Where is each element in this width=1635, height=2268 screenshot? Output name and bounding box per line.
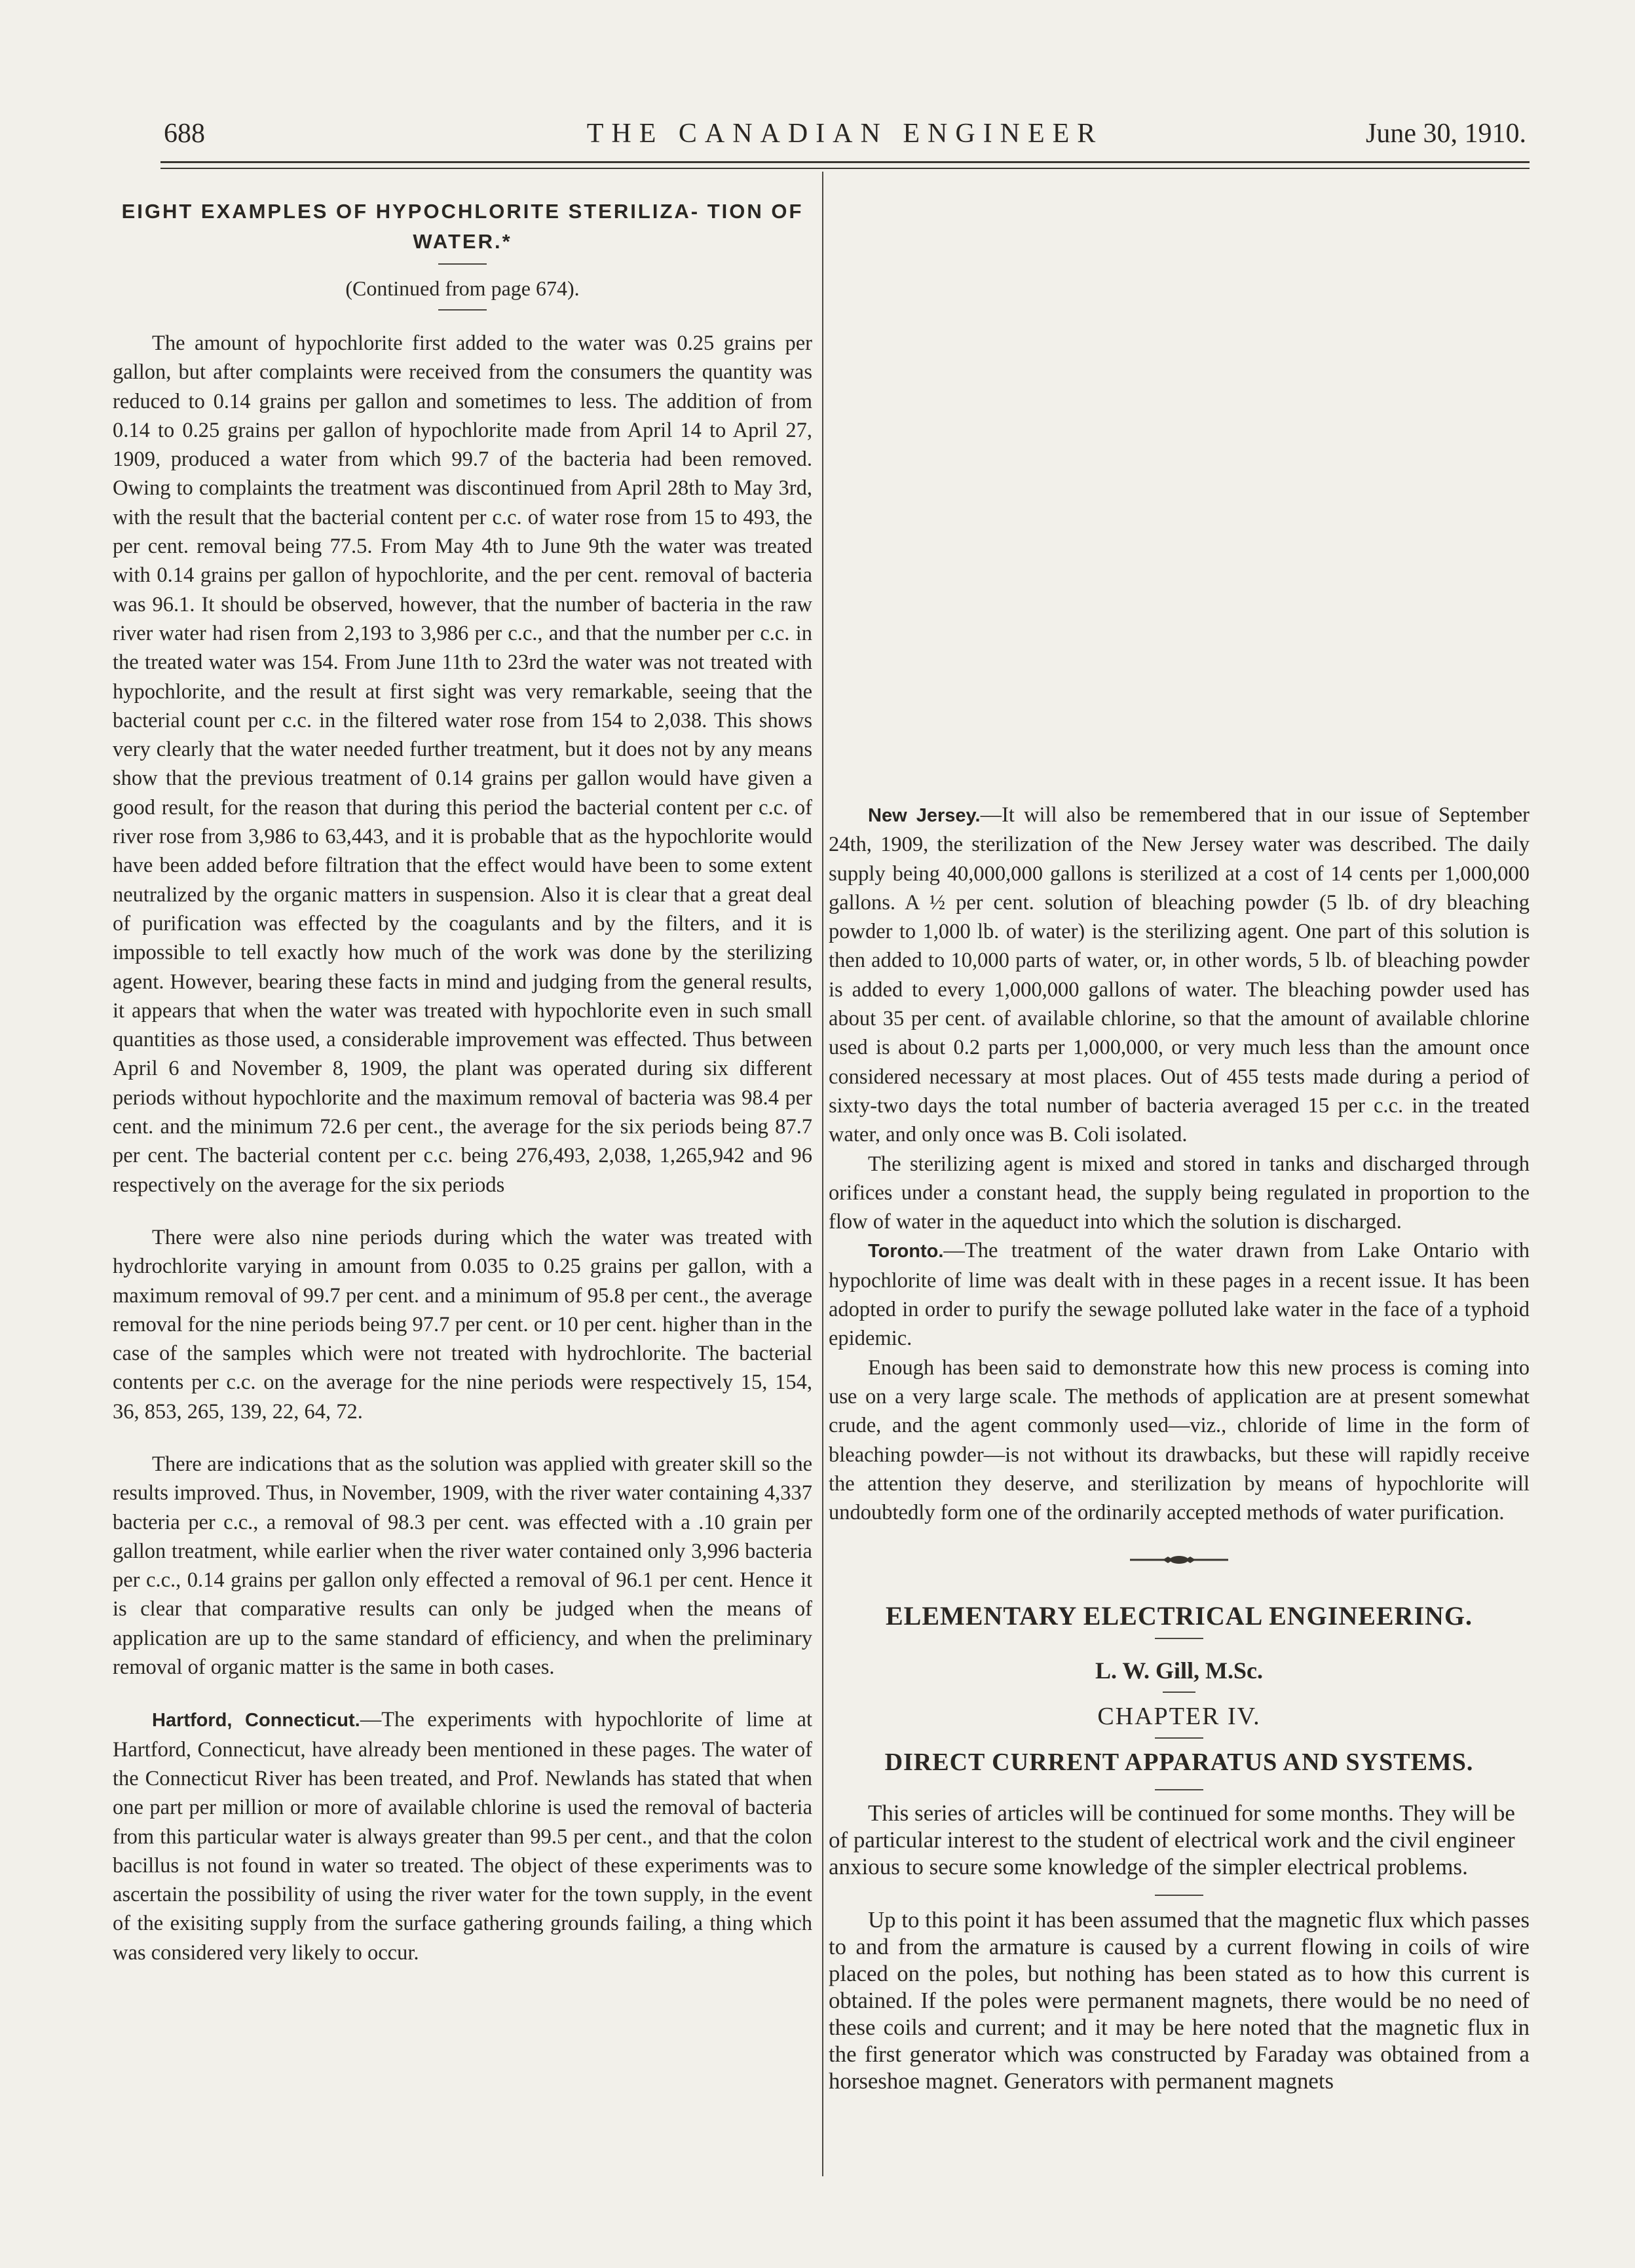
header-rule xyxy=(160,161,1530,163)
article-title: EIGHT EXAMPLES OF HYPOCHLORITE STERILIZA- TION OF WATER.* xyxy=(121,200,804,253)
right-column xyxy=(829,195,1530,2094)
paragraph-2: There were also nine periods during which the water was treated with hydrochlorite varying in amount from 0.035 to 0.25 grains per gallon, with a maximum removal of 99.7 per cent. and a minimum of 95.8 per cent., the average removal for the nine periods being 97.7 per cent. or 10 per cent. higher than in the case of the samples which were not treated with hydrochlorite. The bacterial contents per c.c. on the average for the nine periods were respectively 15, 154, 36, 853, 265, 139, 22, 64, 72. xyxy=(113,1225,812,1424)
title-rule-2 xyxy=(1155,1638,1203,1639)
running-header xyxy=(164,118,1526,157)
article-title-2: ELEMENTARY ELECTRICAL ENGINEERING. xyxy=(885,1601,1473,1631)
author-rule xyxy=(1163,1692,1195,1693)
paragraph-3: There are indications that as the solution was applied with greater skill so the results improved. Thus, in November, 1909, with the river water containing 4,337 bacteria per c.c., a removal of 98.3 per cent. was effected with a .10 grain per gallon treatment, while earlier when the river water contained only 3,996 bacteria per c.c., 0.14 grains per gallon only effected a removal of 96.1 per cent. Hence it is clear that comparative results can only be judged when the means of application are up to the same standard of efficiency, and when the preliminary removal of organic matter is the same in both cases. xyxy=(113,1452,812,1680)
new-jersey-text: —It will also be remembered that in our issue of September 24th, 1909, the sterilization of the New Jersey water was described. The daily supply being 40,000,000 gallons is sterilized at a cost of 14 cents per 1,000,000 gallons. A ½ per cent. solution of bleaching powder (5 lb. of dry bleaching powder to 1,000 lb. of water) is the sterilizing agent. One part of this solution is then added to 10,000 parts of water, or, in other words, 5 lb. of bleaching powder is added to every 1,000,000 gallons of water. The bleaching powder used has about 35 per cent. of available chlorine, so that the amount of available chlorine used is about 0.2 parts per 1,000,000, or very much less than the amount once considered necessary at most places. Out of 455 tests made during a period of sixty-two days the total number of bacteria averaged 15 per c.c. in the treated water, and only once was B. Coli isolated. xyxy=(829,803,1530,1147)
runin-hartford: Hartford, Connecticut. xyxy=(152,1710,360,1731)
paragraph-toronto xyxy=(829,1236,1530,1353)
journal-title: THE CANADIAN ENGINEER xyxy=(586,119,1104,149)
paragraph-new-jersey xyxy=(829,801,1530,1150)
section-ornament xyxy=(829,1545,1530,1559)
author: L. W. Gill, M.Sc. xyxy=(1095,1657,1264,1684)
chapter-body: Up to this point it has been assumed that the magnetic flux which passes to and from the armature is caused by a current flowing in coils of wire placed on the poles, but nothing has been stated as to how this current is obtained. If the poles were permanent magnets, there would be no need of these coils and current; and it may be here noted that the magnetic flux in the first generator which was constructed by Faraday was obtained from a horseshoe magnet. Generators with permanent magnets xyxy=(829,1906,1530,2094)
issue-date: June 30, 1910. xyxy=(1366,119,1526,149)
left-column xyxy=(113,197,812,1967)
paragraph-1: The amount of hypochlorite first added to the water was 0.25 grains per gallon, but after complaints were received from the consumers the quantity was reduced to 0.14 grains per gallon and sometimes to less. The addition of from 0.14 to 0.25 grains per gallon of hypochlorite made from April 14 to April 27, 1909, produced a water from which 99.7 of the bacteria had been removed. Owing to complaints the treatment was discontinued from April 28th to May 3rd, with the result that the bacterial content per c.c. of water rose from 15 to 493, the per cent. removal being 77.5. From May 4th to June 9th the water was treated with 0.14 grains per gallon of hypochlorite, and the per cent. removal of bacteria was 96.1. It should be observed, however, that the number of bacteria in the raw river water had risen from 2,193 to 3,986 per c.c., and that the number per c.c. in the treated water was 154. From June 11th to 23rd the water was not treated with hypochlorite, and the result at first sight was very remarkable, seeing that the bacterial count per c.c. in the filtered water rose from 154 to 2,038. This shows very clearly that the water needed further treatment, but it does not by any means show that the previous treatment of 0.14 grains per gallon would have given a good result, for the reason that during this period the bacterial content per c.c. of river rose from 3,986 to 63,443, and it is probable that as the hypochlorite would have been added before filtration that the effect would have been to some extent neutralized by the organic matters in suspension. Also it is clear that a great deal of purification was effected by the coagulants and by the filters, and it is impossible to tell exactly how much of the work was done by the sterilizing agent. However, bearing these facts in mind and judging from the general results, it appears that when the water was treated with hypochlorite even in such small quantities as those used, a considerable improvement was effected. Thus between April 6 and November 8, 1909, the plant was operated during six different periods without hypochlorite and the maximum removal of bacteria was 98.4 per cent. and the minimum 72.6 per cent., the average for the six periods being 87.7 per cent. The bacterial content per c.c. being 276,493, 2,038, 1,265,942 and 96 respectively on the average for the six periods xyxy=(113,331,812,1197)
runin-toronto: Toronto. xyxy=(868,1241,944,1262)
ornament-dash-icon xyxy=(1130,1553,1228,1566)
paragraph-closing: Enough has been said to demonstrate how this new process is coming into use on a very large scale. The methods of application are at present somewhat crude, and the agent commonly used—viz., chloride of lime in the form of bleaching powder—is not without its drawbacks, but these will rapidly receive the attention they deserve, and sterilization by means of hypochlorite will undoubtedly form one of the ordinarily accepted methods of water purification. xyxy=(829,1355,1530,1525)
right-column-continuation-spacer xyxy=(829,195,1530,801)
paragraph-hartford xyxy=(113,1705,812,1967)
chapter-heading: CHAPTER IV. xyxy=(1097,1703,1261,1731)
runin-new-jersey: New Jersey. xyxy=(868,805,981,826)
column-divider xyxy=(822,172,823,2176)
series-intro: This series of articles will be continued for some months. They will be of particular interest to the student of electrical work and the civil engineer anxious to secure some knowledge of the simpler electrical problems. xyxy=(829,1800,1515,1880)
paragraph-sterilizing-agent: The sterilizing agent is mixed and stored in tanks and discharged through orifices under a constant head, the supply being regulated in proportion to the flow of water in the aqueduct into which the solution is discharged. xyxy=(829,1152,1530,1234)
chapter-title: DIRECT CURRENT APPARATUS AND SYSTEMS. xyxy=(884,1748,1474,1777)
subtitle-rule xyxy=(1155,1789,1203,1790)
title-rule xyxy=(438,263,487,265)
continued-note: (Continued from page 674). xyxy=(345,276,580,300)
page-number: 688 xyxy=(164,119,205,149)
header-rule-thin xyxy=(160,168,1530,169)
hartford-text: —The experiments with hypochlorite of lime at Hartford, Connecticut, have already been mentioned in these pages. The water of the Connecticut River has been treated, and Prof. Newlands has stated that when one part per million or more of available chlorine is used the removal of bacteria from this particular water is always greater than 99.5 per cent., and that the colon bacillus is not found in water so treated. The object of these experiments was to ascertain the possibility of using the river water for the town supply, in the event of the exisiting supply from the surface gathering grounds failing, a thing which was considered very likely to occur. xyxy=(113,1708,812,1965)
intro-rule xyxy=(1155,1895,1203,1896)
toronto-text: —The treatment of the water drawn from Lake Ontario with hypochlorite of lime was dealt with in these pages in a recent issue. It has been adopted in order to purify the sewage polluted lake water in the face of a typhoid epidemic. xyxy=(829,1239,1530,1351)
continued-rule xyxy=(438,309,487,311)
chapter-rule xyxy=(1155,1737,1203,1739)
